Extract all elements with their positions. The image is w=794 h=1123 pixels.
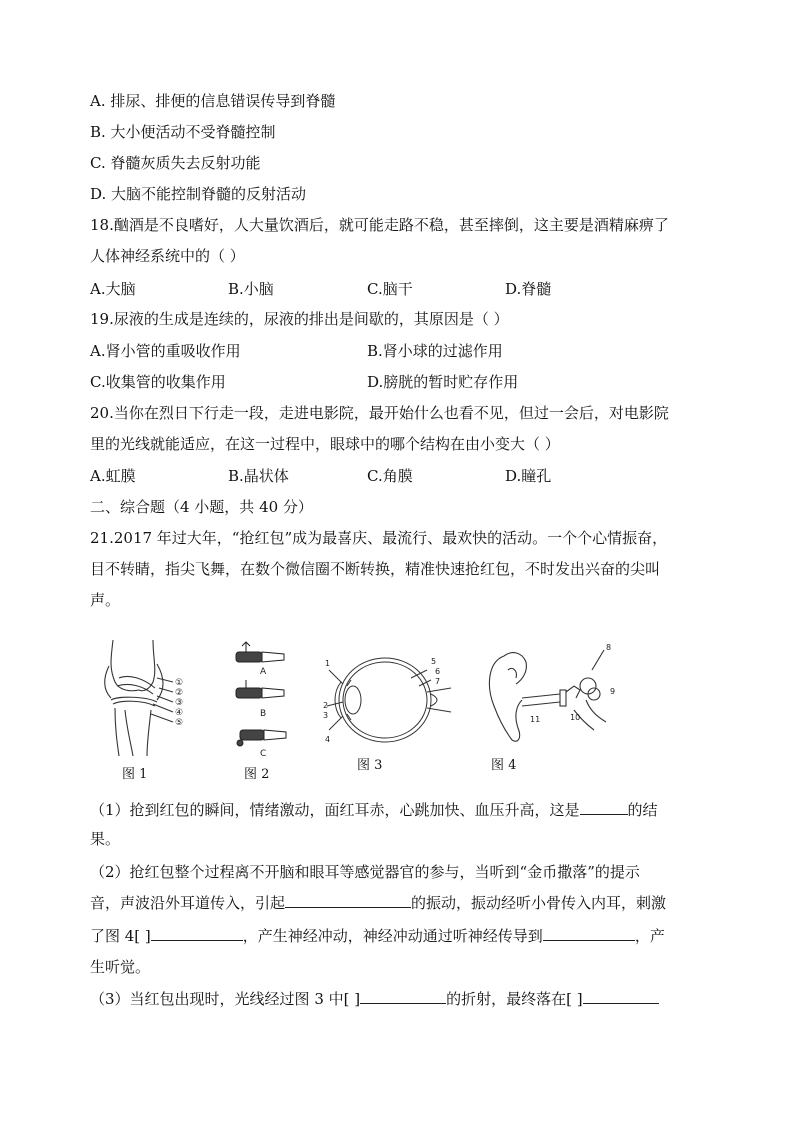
hand-drawing <box>232 638 292 763</box>
sub1-text-b: 的结 <box>627 801 658 819</box>
eyeball-drawing <box>323 650 458 750</box>
fig2-label-a: A <box>260 667 267 677</box>
knee-joint-figure <box>95 638 205 758</box>
q20-option-c: C.角膜 <box>367 467 413 485</box>
fig3-label-5: 5 <box>431 657 437 666</box>
fig2-label-b: B <box>260 709 267 719</box>
sub3-line1 <box>90 989 659 1009</box>
fig3-label-3: 3 <box>323 711 329 720</box>
q17-option-b: B. 大小便活动不受脊髓控制 <box>90 123 276 141</box>
q21-stem-line1: 21.2017 年过大年，“抢红包”成为最喜庆、最流行、最欢快的活动。一个个心情振奋， <box>90 529 668 547</box>
q19-option-b: B.肾小球的过滤作用 <box>367 342 503 360</box>
fig1-label-5: ⑤ <box>175 718 184 728</box>
sub2-text-e: ，产 <box>634 927 665 945</box>
answer-blank-3[interactable] <box>151 926 243 941</box>
fig3-caption: 图 3 <box>357 758 383 773</box>
answer-blank-4[interactable] <box>543 926 635 941</box>
fig3-label-1: 1 <box>325 659 331 668</box>
hand-figure <box>232 638 292 763</box>
fig3-label-6: 6 <box>435 667 441 676</box>
sub3-text-a: （3）当红包出现时，光线经过图 3 中[ ] <box>90 990 361 1008</box>
fig1-label-4: ④ <box>175 708 184 718</box>
eyeball-figure <box>323 650 458 750</box>
q20-option-d: D.瞳孔 <box>505 467 552 485</box>
sub2-line4: 生听觉。 <box>90 958 151 976</box>
fig4-label-9: 9 <box>610 687 616 696</box>
q18-option-b: B.小脑 <box>228 280 274 298</box>
answer-blank-5[interactable] <box>360 989 446 1004</box>
fig4-label-10: 10 <box>570 713 581 722</box>
fig1-label-1: ① <box>175 678 184 688</box>
fig1-label-3: ③ <box>175 698 184 708</box>
sub2-text-b: 的振动，振动经听小骨传入内耳，刺激 <box>411 894 667 912</box>
fig4-label-11: 11 <box>530 715 541 724</box>
fig3-label-2: 2 <box>323 701 329 710</box>
q19-option-c: C.收集管的收集作用 <box>90 373 226 391</box>
q19-option-a: A.肾小管的重吸收作用 <box>90 342 241 360</box>
sub1-text-a: （1）抢到红包的瞬间，情绪激动，面红耳赤，心跳加快、血压升高，这是 <box>90 801 580 819</box>
q18-option-d: D.脊髓 <box>505 280 552 298</box>
sub2-line2 <box>90 893 666 913</box>
fig2-label-c: C <box>260 749 267 759</box>
q18-option-a: A.大脑 <box>90 280 136 298</box>
q18-option-c: C.脑干 <box>367 280 413 298</box>
sub2-text-a: 音，声波沿外耳道传入，引起 <box>90 894 286 912</box>
fig2-caption: 图 2 <box>244 767 270 782</box>
sub1-line2: 果。 <box>90 830 121 848</box>
q21-stem-line2: 目不转睛，指尖飞舞，在数个微信圈不断转换，精准快速抢红包，不时发出兴奋的尖叫 <box>90 560 661 578</box>
answer-blank-2[interactable] <box>285 893 411 908</box>
sub3-text-b: 的折射，最终落在[ ] <box>446 990 583 1008</box>
fig3-label-7: 7 <box>435 677 441 686</box>
fig4-caption: 图 4 <box>491 758 517 773</box>
section-title: 二、综合题（4 小题，共 40 分） <box>90 498 313 516</box>
q17-option-c: C. 脊髓灰质失去反射功能 <box>90 154 261 172</box>
q19-option-d: D.膀胱的暂时贮存作用 <box>367 373 519 391</box>
fig4-label-8: 8 <box>606 643 612 652</box>
sub2-line1: （2）抢红包整个过程离不开脑和眼耳等感觉器官的参与，当听到“金币撒落”的提示 <box>90 863 640 881</box>
sub1-line1 <box>90 800 658 820</box>
q20-stem-line1: 20.当你在烈日下行走一段，走进电影院，最开始什么也看不见，但过一会后，对电影院 <box>90 404 669 422</box>
sub2-text-d: ，产生神经冲动，神经冲动通过听神经传导到 <box>242 927 543 945</box>
q20-option-b: B.晶状体 <box>228 467 289 485</box>
q19-stem: 19.尿液的生成是连续的，尿液的排出是间歇的，其原因是（ ） <box>90 310 509 328</box>
q17-option-d: D. 大脑不能控制脊髓的反射活动 <box>90 185 307 203</box>
sub2-text-c: 了图 4[ ] <box>90 927 151 945</box>
q18-stem-line2: 人体神经系统中的（ ） <box>90 247 245 265</box>
sub2-line3 <box>90 926 665 946</box>
q20-option-a: A.虹膜 <box>90 467 136 485</box>
knee-joint-drawing <box>95 638 205 758</box>
ear-figure <box>482 640 622 750</box>
answer-blank-6[interactable] <box>583 989 659 1004</box>
fig1-label-2: ② <box>175 688 184 698</box>
fig3-label-4: 4 <box>325 735 331 744</box>
q20-stem-line2: 里的光线就能适应，在这一过程中，眼球中的哪个结构在由小变大（ ） <box>90 435 560 453</box>
fig1-caption: 图 1 <box>122 767 148 782</box>
answer-blank-1[interactable] <box>580 800 628 815</box>
q18-stem-line1: 18.酗酒是不良嗜好，人大量饮酒后，就可能走路不稳，甚至摔倒，这主要是酒精麻痹了 <box>90 216 669 234</box>
q21-stem-line3: 声。 <box>90 591 121 609</box>
q17-option-a: A. 排尿、排便的信息错误传导到脊髓 <box>90 92 336 110</box>
ear-drawing <box>482 640 622 750</box>
